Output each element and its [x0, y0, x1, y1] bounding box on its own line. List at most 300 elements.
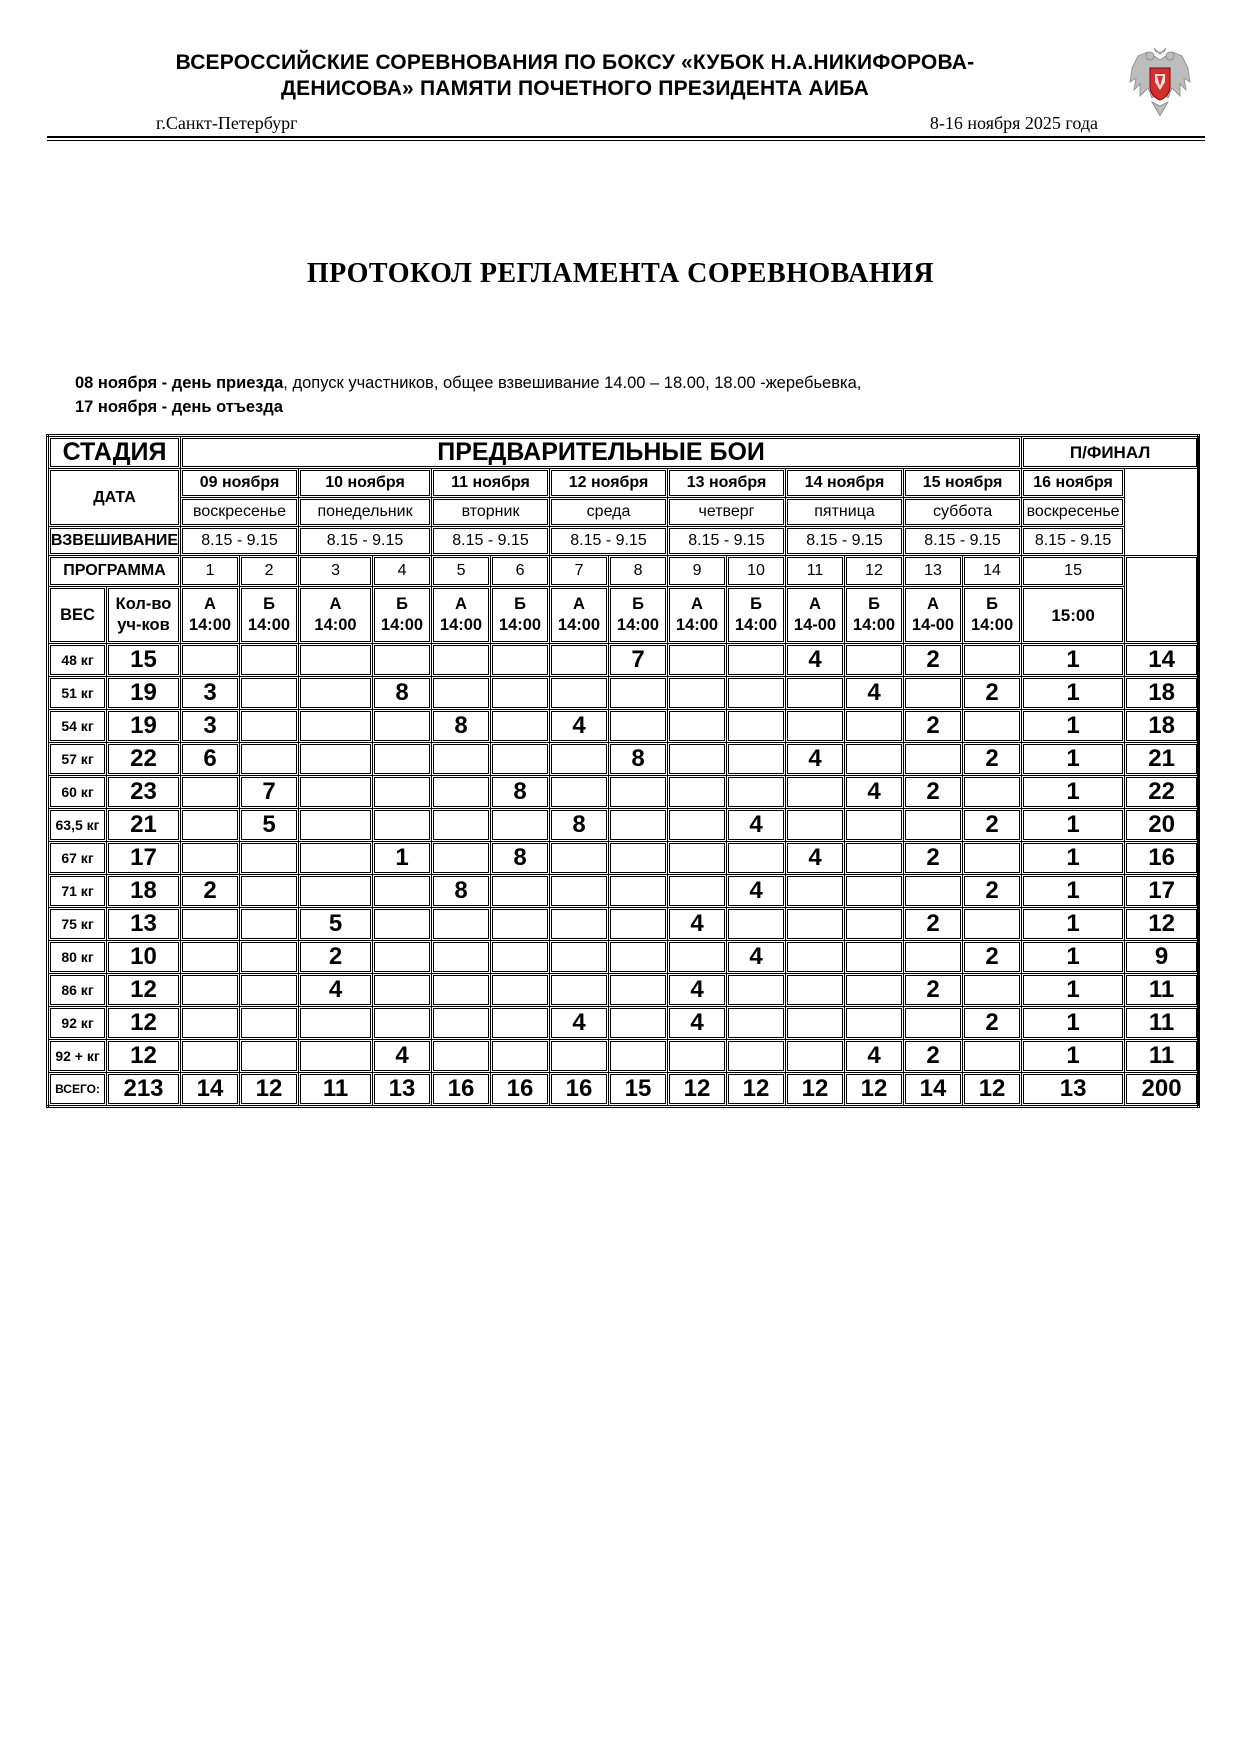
program-number: 8: [609, 556, 668, 587]
bout-count: [432, 974, 491, 1007]
participant-count: 10: [107, 941, 181, 974]
count-col-label: [107, 587, 181, 644]
bout-count: 8: [550, 809, 609, 842]
bout-count: [963, 974, 1022, 1007]
bout-count: [550, 941, 609, 974]
stage-semifinal: П/ФИНАЛ: [1022, 436, 1199, 469]
arrival-note-bold: 08 ноября - день приезда: [75, 374, 284, 392]
bout-count: 2: [904, 776, 963, 809]
bout-count: [845, 809, 904, 842]
bout-count: [550, 842, 609, 875]
weight-row: [48, 1007, 1199, 1040]
bout-count: [727, 677, 786, 710]
bout-count: 1: [1022, 941, 1125, 974]
bout-count: [432, 809, 491, 842]
day-date: 10 ноября: [299, 469, 432, 498]
bout-count: 12: [963, 1073, 1022, 1107]
participant-count: 19: [107, 710, 181, 743]
weigh-time: 8.15 - 9.15: [550, 527, 668, 556]
session-time: 14:00: [314, 616, 357, 634]
bout-count: [181, 644, 240, 677]
participant-count: 22: [107, 743, 181, 776]
bout-count: [963, 776, 1022, 809]
bout-count: 14: [904, 1073, 963, 1107]
bout-count: [786, 875, 845, 908]
bout-count: [904, 875, 963, 908]
bout-count: 2: [904, 974, 963, 1007]
session-header: [668, 587, 727, 644]
bout-count: 4: [550, 1007, 609, 1040]
bouts-total: 21: [1125, 743, 1199, 776]
bout-count: [299, 809, 373, 842]
bout-count: 1: [373, 842, 432, 875]
bout-count: [609, 809, 668, 842]
bout-count: 1: [1022, 875, 1125, 908]
bout-count: 12: [668, 1073, 727, 1107]
bouts-total: 18: [1125, 710, 1199, 743]
bout-count: [609, 974, 668, 1007]
bout-count: 13: [373, 1073, 432, 1107]
bout-count: [373, 974, 432, 1007]
bout-count: 4: [668, 1007, 727, 1040]
bout-count: [904, 677, 963, 710]
bout-count: [181, 809, 240, 842]
session-time: 14:00: [616, 616, 660, 634]
session-time: 14:00: [734, 616, 778, 634]
bout-count: [786, 941, 845, 974]
header-rule-thin: [47, 140, 1205, 141]
bout-count: [373, 776, 432, 809]
session-time: 14-00: [911, 616, 955, 634]
weight-class: 57 кг: [48, 743, 107, 776]
session-header: [299, 587, 373, 644]
weigh-time: 8.15 - 9.15: [668, 527, 786, 556]
count-col-label-1: Кол-во: [115, 595, 172, 613]
bout-count: [240, 1007, 299, 1040]
session-header: [432, 587, 491, 644]
bout-count: [432, 776, 491, 809]
boi-header-blank: [1125, 556, 1199, 644]
bout-count: [668, 677, 727, 710]
bout-count: [786, 776, 845, 809]
weekday-row: [48, 498, 1199, 527]
bout-count: 8: [432, 710, 491, 743]
bout-count: [550, 743, 609, 776]
bout-count: 1: [1022, 1040, 1125, 1073]
bout-count: [299, 842, 373, 875]
bout-count: 8: [609, 743, 668, 776]
bout-count: [491, 743, 550, 776]
date-label: ДАТА: [48, 469, 181, 527]
session-letter: Б: [514, 595, 526, 613]
program-number: 5: [432, 556, 491, 587]
bout-count: 2: [963, 875, 1022, 908]
bout-count: [181, 842, 240, 875]
bout-count: [845, 941, 904, 974]
bouts-total: 20: [1125, 809, 1199, 842]
bout-count: 6: [181, 743, 240, 776]
bout-count: [432, 677, 491, 710]
bout-count: [373, 743, 432, 776]
competition-title-line-2: ДЕНИСОВА» ПАМЯТИ ПОЧЕТНОГО ПРЕЗИДЕНТА АИБА: [280, 77, 870, 100]
bout-count: 8: [432, 875, 491, 908]
bout-count: 2: [181, 875, 240, 908]
stage-prelim: ПРЕДВАРИТЕЛЬНЫЕ БОИ: [181, 436, 1022, 469]
session-time: 14:00: [557, 616, 601, 634]
arrival-note-rest: , допуск участников, общее взвешивание 14.00 – 18.00, 18.00 -жеребьевка,: [283, 374, 862, 392]
bout-count: [845, 710, 904, 743]
bout-count: [845, 1007, 904, 1040]
bout-count: 1: [1022, 842, 1125, 875]
weigh-row: [48, 527, 1199, 556]
session-letter: А: [329, 595, 342, 613]
bout-count: [491, 710, 550, 743]
session-time: 14:00: [498, 616, 542, 634]
bout-count: 12: [845, 1073, 904, 1107]
bout-count: [491, 941, 550, 974]
bout-count: 1: [1022, 644, 1125, 677]
bout-count: [668, 809, 727, 842]
bout-count: [845, 644, 904, 677]
bout-count: [904, 809, 963, 842]
bout-count: [432, 644, 491, 677]
day-weekday: понедельник: [299, 498, 432, 527]
date-row: [48, 469, 1199, 498]
day-weekday: воскресенье: [181, 498, 299, 527]
bout-count: 4: [727, 809, 786, 842]
bouts-total: 17: [1125, 875, 1199, 908]
bout-count: 4: [727, 941, 786, 974]
bout-count: [240, 875, 299, 908]
bout-count: [491, 644, 550, 677]
bout-count: 1: [1022, 1007, 1125, 1040]
session-header: [550, 587, 609, 644]
bout-count: [727, 1040, 786, 1073]
weigh-label: ВЗВЕШИВАНИЕ: [48, 527, 181, 556]
bout-count: 11: [299, 1073, 373, 1107]
bout-count: 8: [373, 677, 432, 710]
bout-count: [727, 743, 786, 776]
bout-count: [727, 644, 786, 677]
session-letter: Б: [396, 595, 408, 613]
bout-count: [963, 644, 1022, 677]
bout-count: [668, 842, 727, 875]
bout-count: 1: [1022, 710, 1125, 743]
bout-count: [786, 1040, 845, 1073]
bout-count: [299, 710, 373, 743]
bout-count: [491, 974, 550, 1007]
bout-count: 4: [845, 1040, 904, 1073]
bout-count: 15: [609, 1073, 668, 1107]
session-letter: А: [455, 595, 467, 613]
bouts-total: 9: [1125, 941, 1199, 974]
schedule-table: [46, 434, 1200, 1108]
bout-count: [609, 1040, 668, 1073]
bout-count: 2: [963, 809, 1022, 842]
bout-count: [786, 809, 845, 842]
stage-label: СТАДИЯ: [48, 436, 181, 469]
day-date: 09 ноября: [181, 469, 299, 498]
bout-count: [786, 677, 845, 710]
document-title: ПРОТОКОЛ РЕГЛАМЕНТА СОРЕВНОВАНИЯ: [306, 258, 935, 289]
program-number: 7: [550, 556, 609, 587]
session-time: 14:00: [852, 616, 896, 634]
bout-count: 4: [786, 842, 845, 875]
weigh-time: 8.15 - 9.15: [299, 527, 432, 556]
session-time: 14:00: [247, 616, 291, 634]
bouts-total: 18: [1125, 677, 1199, 710]
bout-count: 5: [240, 809, 299, 842]
bout-count: [609, 941, 668, 974]
city-label: г.Санкт-Петербург: [156, 113, 298, 133]
bout-count: [432, 743, 491, 776]
bout-count: [491, 677, 550, 710]
bout-count: [491, 809, 550, 842]
day-weekday: пятница: [786, 498, 904, 527]
session-header: [845, 587, 904, 644]
weight-row: [48, 743, 1199, 776]
bout-count: 4: [727, 875, 786, 908]
day-date: 13 ноября: [668, 469, 786, 498]
bouts-total: 16: [1125, 842, 1199, 875]
bout-count: [786, 908, 845, 941]
bout-count: [491, 875, 550, 908]
session-time: 14-00: [793, 616, 837, 634]
bout-count: 4: [373, 1040, 432, 1073]
bout-count: [845, 842, 904, 875]
program-number: 9: [668, 556, 727, 587]
program-number: 12: [845, 556, 904, 587]
final-date: 16 ноября: [1022, 469, 1125, 498]
bouts-total: 11: [1125, 1007, 1199, 1040]
bout-count: [727, 1007, 786, 1040]
bout-count: 1: [1022, 974, 1125, 1007]
bout-count: 4: [786, 743, 845, 776]
weight-class: 67 кг: [48, 842, 107, 875]
day-weekday: четверг: [668, 498, 786, 527]
participant-count: 17: [107, 842, 181, 875]
bout-count: [609, 908, 668, 941]
day-date: 14 ноября: [786, 469, 904, 498]
bout-count: [727, 908, 786, 941]
bout-count: [963, 908, 1022, 941]
bout-count: 1: [1022, 809, 1125, 842]
bout-count: [904, 941, 963, 974]
participant-count: 13: [107, 908, 181, 941]
bout-count: [668, 644, 727, 677]
bout-count: 14: [181, 1073, 240, 1107]
weight-row: [48, 908, 1199, 941]
bout-count: [432, 1007, 491, 1040]
bout-count: [240, 644, 299, 677]
bout-count: [181, 776, 240, 809]
session-letter: Б: [750, 595, 762, 613]
weight-row: [48, 710, 1199, 743]
bout-count: 12: [240, 1073, 299, 1107]
bout-count: [609, 842, 668, 875]
bout-count: [240, 743, 299, 776]
weight-class: 63,5 кг: [48, 809, 107, 842]
bout-count: [727, 710, 786, 743]
program-label: ПРОГРАММА: [48, 556, 181, 587]
bout-count: [373, 644, 432, 677]
bout-count: [299, 644, 373, 677]
session-letter: Б: [868, 595, 880, 613]
session-header: [491, 587, 550, 644]
bout-count: [181, 974, 240, 1007]
bout-count: [299, 776, 373, 809]
program-number: 14: [963, 556, 1022, 587]
session-time: 14:00: [188, 616, 232, 634]
bout-count: [609, 677, 668, 710]
bouts-total: 22: [1125, 776, 1199, 809]
bout-count: [963, 710, 1022, 743]
session-time: 14:00: [970, 616, 1014, 634]
session-letter: Б: [632, 595, 644, 613]
participant-count: 12: [107, 1040, 181, 1073]
bout-count: [963, 1040, 1022, 1073]
program-number: 3: [299, 556, 373, 587]
bout-count: 4: [845, 776, 904, 809]
bout-count: [240, 941, 299, 974]
bout-count: [904, 1007, 963, 1040]
bout-count: [550, 974, 609, 1007]
bout-count: 4: [786, 644, 845, 677]
bout-count: [181, 1007, 240, 1040]
weigh-time: 8.15 - 9.15: [786, 527, 904, 556]
bout-count: [550, 875, 609, 908]
bout-count: [299, 743, 373, 776]
bout-count: [432, 941, 491, 974]
session-header: [609, 587, 668, 644]
bout-count: [373, 875, 432, 908]
competition-title-line-1: ВСЕРОССИЙСКИЕ СОРЕВНОВАНИЯ ПО БОКСУ «КУБОК Н.А.НИКИФОРОВА-: [175, 51, 975, 74]
bout-count: 1: [1022, 908, 1125, 941]
competition-title: [110, 50, 1040, 102]
participant-count: 15: [107, 644, 181, 677]
participant-count: 12: [107, 1007, 181, 1040]
count-col-label-2: уч-ков: [117, 616, 170, 634]
bout-count: [668, 710, 727, 743]
bout-count: [668, 941, 727, 974]
bout-count: 12: [786, 1073, 845, 1107]
session-letter: Б: [263, 595, 275, 613]
bout-count: [550, 677, 609, 710]
bout-count: [181, 1040, 240, 1073]
bout-count: 4: [668, 974, 727, 1007]
weight-row: [48, 677, 1199, 710]
program-number: 11: [786, 556, 845, 587]
session-header: [373, 587, 432, 644]
participant-count: 12: [107, 974, 181, 1007]
bout-count: [845, 908, 904, 941]
program-number: 2: [240, 556, 299, 587]
bout-count: [299, 1040, 373, 1073]
bout-count: 2: [963, 941, 1022, 974]
bout-count: 3: [181, 677, 240, 710]
session-header: [904, 587, 963, 644]
event-dates: 8-16 ноября 2025 года: [929, 113, 1098, 133]
weigh-time: 8.15 - 9.15: [904, 527, 1022, 556]
bout-count: 2: [904, 908, 963, 941]
session-time: 14:00: [380, 616, 424, 634]
session-letter: А: [927, 595, 939, 613]
final-weekday: воскресенье: [1022, 498, 1125, 527]
day-weekday: среда: [550, 498, 668, 527]
day-date: 11 ноября: [432, 469, 550, 498]
bouts-total: 11: [1125, 1040, 1199, 1073]
weight-row: [48, 644, 1199, 677]
eagle-emblem-icon: [1128, 46, 1192, 120]
bouts-total: 12: [1125, 908, 1199, 941]
bout-count: [432, 842, 491, 875]
bout-count: [727, 842, 786, 875]
bout-count: [550, 908, 609, 941]
bout-count: 5: [299, 908, 373, 941]
program-number: 6: [491, 556, 550, 587]
weight-col-label: ВЕС: [48, 587, 107, 644]
day-date: 15 ноября: [904, 469, 1022, 498]
weight-row: [48, 875, 1199, 908]
participant-count: 21: [107, 809, 181, 842]
weight-class: 92 кг: [48, 1007, 107, 1040]
bout-count: [373, 941, 432, 974]
bout-count: [668, 875, 727, 908]
bout-count: [668, 743, 727, 776]
bout-count: 1: [1022, 677, 1125, 710]
bout-count: [240, 908, 299, 941]
totals-row: [48, 1073, 1199, 1107]
session-letter: А: [691, 595, 703, 613]
weight-class: 71 кг: [48, 875, 107, 908]
weight-row: [48, 941, 1199, 974]
bout-count: [491, 1007, 550, 1040]
bout-count: [240, 677, 299, 710]
session-letter: А: [204, 595, 216, 613]
bout-count: [373, 809, 432, 842]
bout-count: 3: [181, 710, 240, 743]
weight-class: 48 кг: [48, 644, 107, 677]
bout-count: [550, 644, 609, 677]
session-header: [786, 587, 845, 644]
weight-class: 60 кг: [48, 776, 107, 809]
session-header: [727, 587, 786, 644]
bout-count: [786, 710, 845, 743]
bout-count: 2: [904, 644, 963, 677]
bout-count: 2: [904, 710, 963, 743]
session-time: 14:00: [439, 616, 483, 634]
bout-count: 16: [491, 1073, 550, 1107]
bout-count: [609, 776, 668, 809]
session-letter: Б: [986, 595, 998, 613]
participant-count: 213: [107, 1073, 181, 1107]
session-header: [181, 587, 240, 644]
bout-count: [609, 1007, 668, 1040]
stage-row: [48, 436, 1199, 469]
bout-count: 4: [299, 974, 373, 1007]
participant-count: 19: [107, 677, 181, 710]
day-date: 12 ноября: [550, 469, 668, 498]
program-number: 4: [373, 556, 432, 587]
bout-count: 2: [904, 1040, 963, 1073]
bout-count: [609, 710, 668, 743]
bout-count: 7: [609, 644, 668, 677]
bout-count: [373, 908, 432, 941]
bout-count: 13: [1022, 1073, 1125, 1107]
weight-class: 51 кг: [48, 677, 107, 710]
weight-row: [48, 809, 1199, 842]
weight-row: [48, 1040, 1199, 1073]
